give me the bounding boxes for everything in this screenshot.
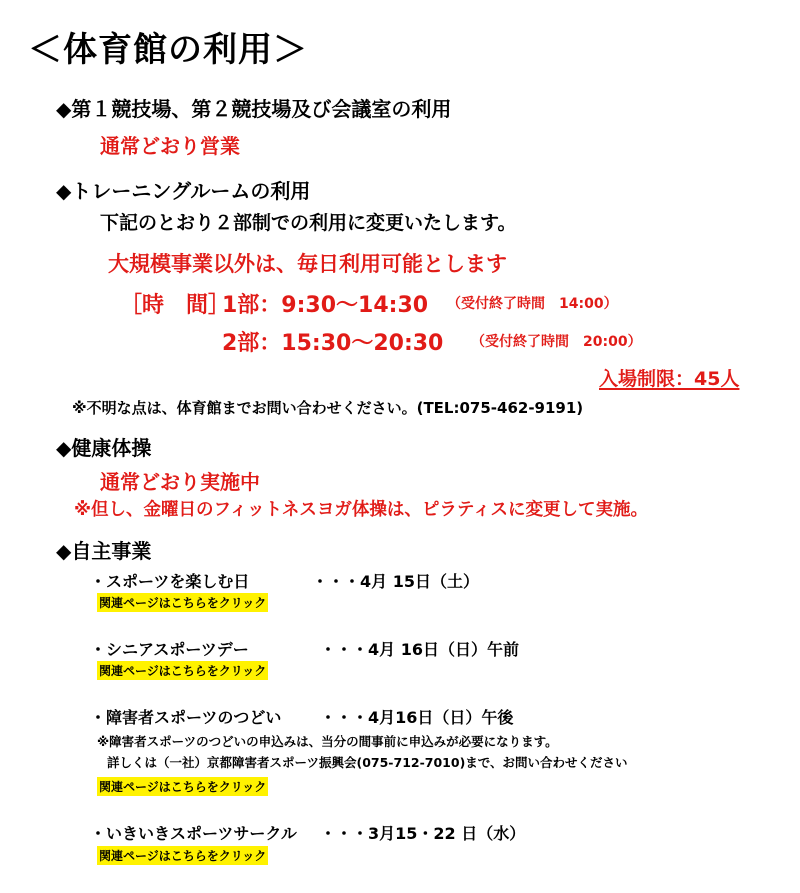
training-notice: 大規模事業以外は、毎日利用可能とします [108, 252, 507, 276]
event-date: ・・・4月 16日（日）午前 [320, 640, 519, 659]
related-page-link[interactable]: 関連ページはこちらをクリック [97, 661, 268, 680]
event-date: ・・・4月16日（日）午後 [320, 708, 514, 727]
page-title: ＜体育館の利用＞ [28, 30, 308, 70]
disability-note: ※障害者スポーツのつどいの申込みは、当分の間事前に申込みが必要になります。 [97, 734, 558, 749]
health-status: 通常どおり実施中 [100, 470, 260, 494]
entry-limit: 入場制限：45人 [599, 368, 740, 390]
event-name: ・いきいきスポーツサークル [90, 824, 297, 843]
related-page-link[interactable]: 関連ページはこちらをクリック [97, 846, 268, 865]
section-heading-training: ◆トレーニングルームの利用 [56, 179, 311, 203]
health-note: ※但し、金曜日のフィットネスヨガ体操は、ピラティスに変更して実施。 [74, 500, 649, 520]
part1-time: 1部：9:30～14:30 [222, 293, 429, 318]
related-page-link[interactable]: 関連ページはこちらをクリック [97, 777, 268, 796]
related-page-link[interactable]: 関連ページはこちらをクリック [97, 593, 268, 612]
disability-contact: 詳しくは（一社）京都障害者スポーツ振興会(075-712-7010)まで、お問い合わせください [107, 755, 628, 770]
event-name: ・スポーツを楽しむ日 [90, 572, 250, 591]
event-name: ・シニアスポーツデー [90, 640, 249, 659]
event-name: ・障害者スポーツのつどい [90, 708, 282, 727]
section-heading-competition: ◆第１競技場、第２競技場及び会議室の利用 [56, 97, 452, 121]
time-label: ［時 間］ [120, 293, 231, 318]
event-date: ・・・3月15・22 日（水） [320, 824, 526, 843]
section-heading-health: ◆健康体操 [56, 436, 152, 460]
section-heading-events: ◆自主事業 [56, 539, 152, 563]
part2-time: 2部：15:30～20:30 [222, 331, 444, 356]
training-inquiry: ※不明な点は、体育館までお問い合わせください。(TEL:075-462-9191) [72, 399, 584, 417]
part1-reception: （受付終了時間 14:00） [447, 296, 618, 312]
competition-status: 通常どおり営業 [100, 134, 240, 158]
training-description: 下記のとおり２部制での利用に変更いたします。 [100, 212, 517, 234]
event-date: ・・・4月 15日（土） [312, 572, 479, 591]
part2-reception: （受付終了時間 20:00） [471, 334, 642, 350]
